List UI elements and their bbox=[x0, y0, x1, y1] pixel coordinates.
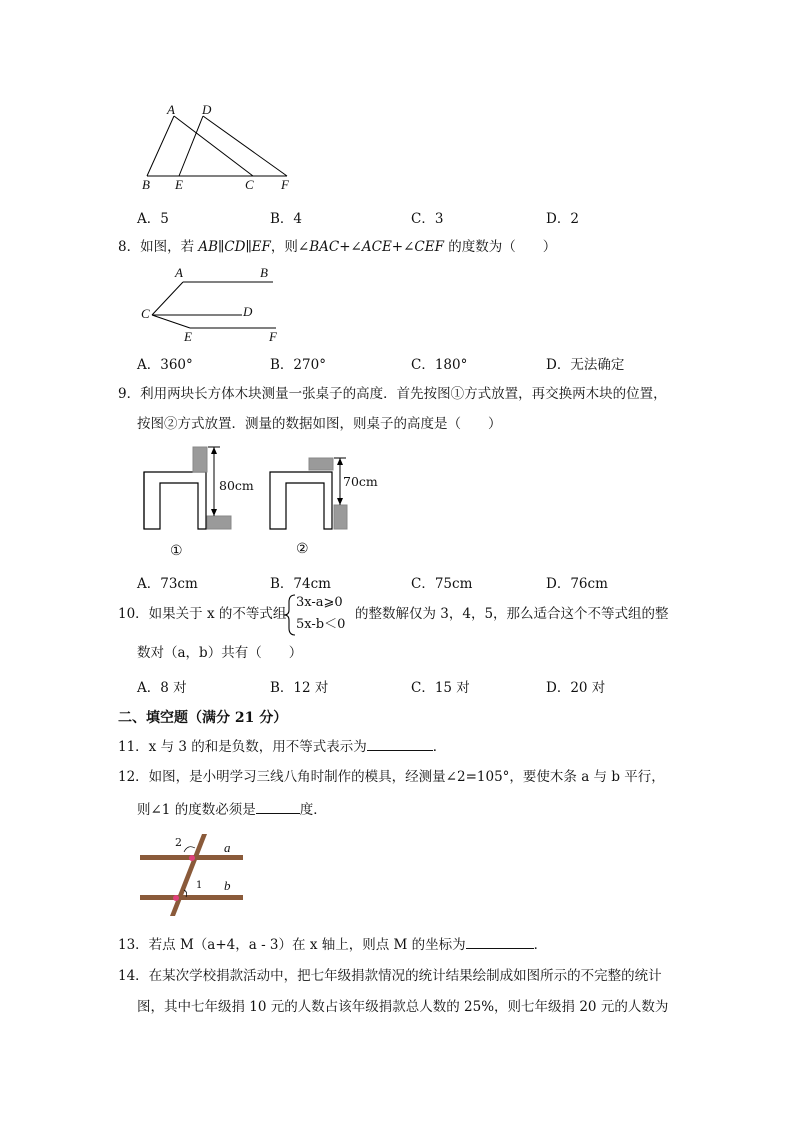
q8-math: ACE bbox=[361, 239, 392, 255]
q7-triangle-diagram bbox=[135, 100, 305, 195]
label-C: C bbox=[245, 177, 254, 192]
label-a: a bbox=[224, 840, 231, 855]
label-B: B bbox=[260, 265, 268, 280]
answer-blank[interactable] bbox=[466, 934, 534, 949]
q10-option-c: C．15 对 bbox=[411, 680, 470, 696]
q8-option-a: A．360° bbox=[137, 357, 193, 373]
label-C: C bbox=[141, 306, 150, 321]
q9-measure-70: 70cm bbox=[343, 474, 378, 489]
label-A: A bbox=[167, 102, 175, 117]
q9-caption-2: ② bbox=[296, 541, 309, 557]
q12-line2 bbox=[137, 799, 327, 820]
q10-ineq-1: 3x-a⩾0 bbox=[296, 595, 343, 610]
label-A: A bbox=[175, 265, 183, 280]
q9-option-b: B．74cm bbox=[270, 576, 331, 592]
q13-end: ． bbox=[533, 937, 548, 953]
section-title: 二、填空题（满分 21 分） bbox=[118, 710, 288, 726]
q8-text: 8．如图，若 bbox=[118, 239, 199, 255]
q9-option-c: C．75cm bbox=[411, 576, 473, 592]
answer-blank[interactable] bbox=[367, 736, 433, 751]
q10-option-b: B．12 对 bbox=[270, 680, 329, 696]
q12-line1: 12．如图，是小明学习三线八角时制作的模具，经测量∠2=105°，要使木条 a 与 b 平行， bbox=[118, 769, 665, 785]
q8-option-d: D．无法确定 bbox=[546, 357, 625, 373]
q10-brace bbox=[283, 594, 297, 636]
q13-text: 13．若点 M（a+4，a - 3）在 x 轴上，则点 M 的坐标为 bbox=[118, 937, 466, 953]
q9-table-diagram-2 bbox=[266, 450, 386, 540]
q8-text: ，则∠ bbox=[270, 239, 310, 255]
label-E: E bbox=[175, 177, 183, 192]
q9-figure-2 bbox=[266, 450, 386, 540]
q10-option-a: A．8 对 bbox=[137, 680, 187, 696]
q9-measure-80: 80cm bbox=[219, 478, 254, 493]
label-E: E bbox=[184, 329, 192, 344]
label-D: D bbox=[202, 102, 212, 117]
q13 bbox=[118, 934, 547, 955]
q8-text: 的度数为（ ） bbox=[443, 239, 557, 255]
q8-stem bbox=[118, 237, 556, 257]
q8-option-b: B．270° bbox=[270, 357, 326, 373]
q10-post: 的整数解仅为 3，4，5，那么适合这个不等式组的整 bbox=[355, 606, 669, 622]
label-b: b bbox=[224, 878, 231, 893]
label-F: F bbox=[269, 329, 277, 344]
q11 bbox=[118, 736, 446, 757]
q8-math: AB∥CD∥EF bbox=[198, 239, 271, 255]
q10-pre: 10．如果关于 x 的不等式组 bbox=[118, 606, 287, 622]
q11-end: ． bbox=[432, 739, 447, 755]
q10-ineq-2: 5x-b＜0 bbox=[296, 617, 346, 632]
q9-option-a: A．73cm bbox=[137, 576, 198, 592]
q12-text: 则∠1 的度数必须是 bbox=[137, 802, 256, 818]
answer-blank[interactable] bbox=[256, 799, 300, 814]
q9-line1: 9．利用两块长方体木块测量一张桌子的高度．首先按图①方式放置，再交换两木块的位置， bbox=[118, 386, 667, 402]
label-B: B bbox=[142, 177, 150, 192]
q8-text: +∠ bbox=[339, 239, 362, 255]
label-D: D bbox=[243, 304, 253, 319]
label-angle-1: 1 bbox=[196, 880, 203, 891]
q7-option-a: A．5 bbox=[137, 211, 169, 227]
brace-icon bbox=[283, 594, 297, 636]
q10-option-d: D．20 对 bbox=[546, 680, 606, 696]
q8-text: +∠ bbox=[391, 239, 415, 255]
q14-line2: 图，其中七年级捐 10 元的人数占该年级捐款总人数的 25%，则七年级捐 20 元的人数为 bbox=[137, 999, 669, 1015]
q9-figure-1 bbox=[140, 443, 260, 538]
q7-option-d: D．2 bbox=[546, 211, 579, 227]
q11-text: 11．x 与 3 的和是负数，用不等式表示为 bbox=[118, 739, 367, 755]
q8-option-c: C．180° bbox=[411, 357, 468, 373]
q8-math: CEF bbox=[414, 239, 444, 255]
q8-figure bbox=[138, 262, 298, 342]
q9-option-d: D．76cm bbox=[546, 576, 608, 592]
q9-caption-1: ① bbox=[170, 543, 183, 559]
q14-line1: 14．在某次学校捐款活动中，把七年级捐款情况的统计结果绘制成如图所示的不完整的统计 bbox=[118, 968, 662, 984]
q7-option-b: B．4 bbox=[270, 211, 303, 227]
q7-option-c: C．3 bbox=[411, 211, 444, 227]
q12-text: 度． bbox=[299, 802, 327, 818]
q10-line2: 数对（a，b）共有（ ） bbox=[137, 645, 303, 661]
q9-line2: 按图②方式放置．测量的数据如图，则桌子的高度是（ ） bbox=[137, 416, 502, 432]
label-angle-2: 2 bbox=[175, 836, 182, 849]
q7-figure bbox=[135, 100, 305, 195]
q8-math: BAC bbox=[309, 239, 340, 255]
label-F: F bbox=[281, 177, 289, 192]
q12-wood-strips-diagram bbox=[138, 830, 248, 920]
q12-figure bbox=[138, 830, 248, 920]
